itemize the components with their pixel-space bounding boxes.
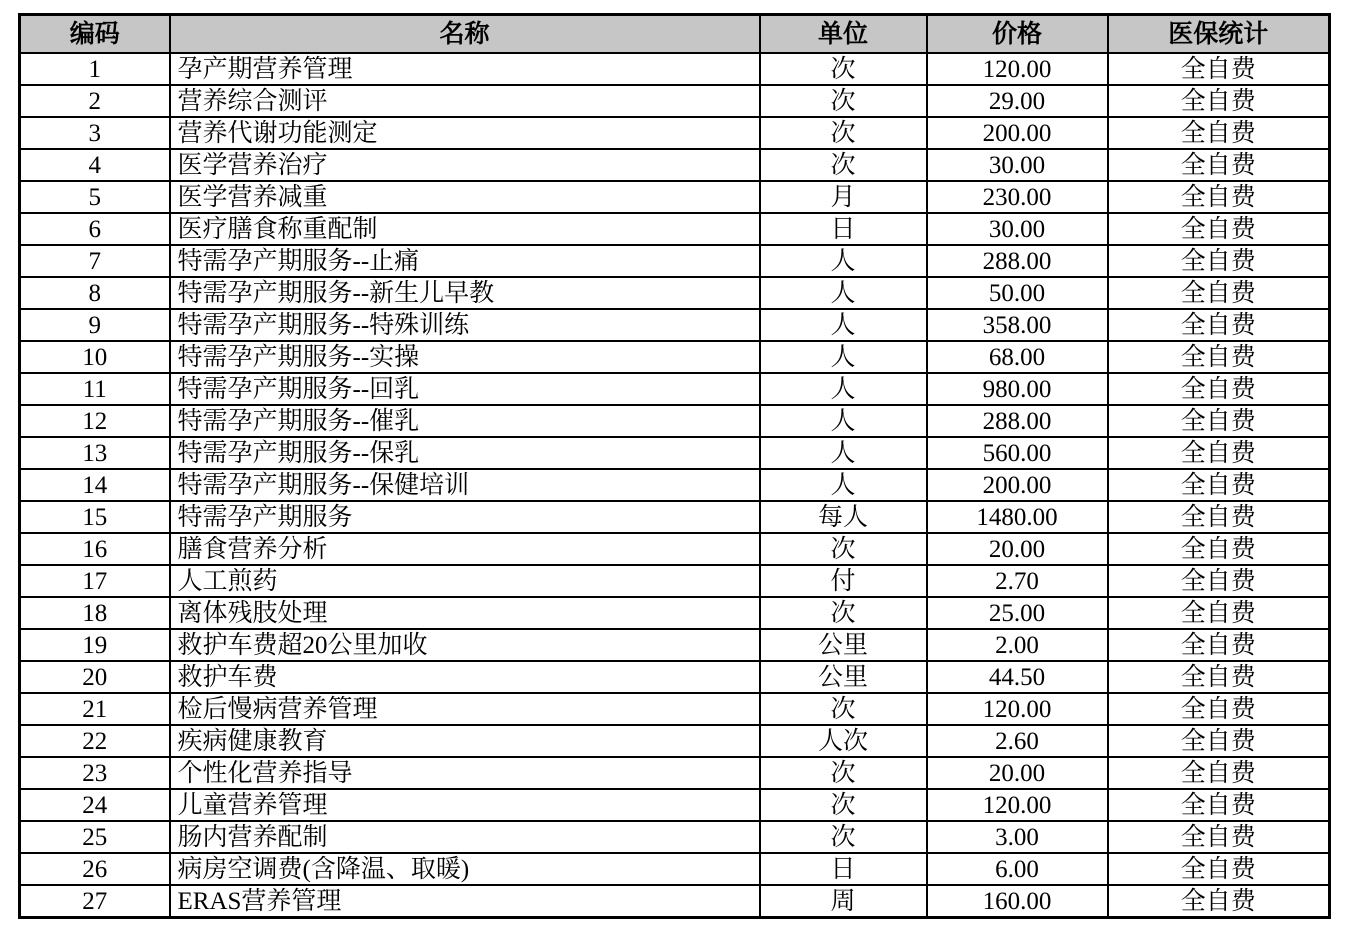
name-cell: 医疗膳食称重配制: [170, 213, 760, 245]
code-cell: 17: [20, 565, 170, 597]
table-row: [20, 821, 1330, 853]
unit-cell: 人: [760, 437, 927, 469]
insurance-cell: 全自费: [1108, 629, 1330, 661]
unit-cell: 月: [760, 181, 927, 213]
insurance-cell: 全自费: [1108, 85, 1330, 117]
code-cell: 14: [20, 469, 170, 501]
table-row: [20, 469, 1330, 501]
name-cell: 孕产期营养管理: [170, 53, 760, 85]
table-row: [20, 597, 1330, 629]
header-insurance: 医保统计: [1108, 15, 1330, 54]
header-price: 价格: [927, 15, 1108, 54]
name-cell: 救护车费超20公里加收: [170, 629, 760, 661]
code-cell: 20: [20, 661, 170, 693]
unit-cell: 人: [760, 245, 927, 277]
price-cell: 230.00: [927, 181, 1108, 213]
table-row: [20, 501, 1330, 533]
name-cell: 特需孕产期服务--催乳: [170, 405, 760, 437]
price-cell: 30.00: [927, 213, 1108, 245]
unit-cell: 每人: [760, 501, 927, 533]
unit-cell: 周: [760, 885, 927, 918]
table-row: [20, 757, 1330, 789]
code-cell: 24: [20, 789, 170, 821]
unit-cell: 公里: [760, 661, 927, 693]
unit-cell: 付: [760, 565, 927, 597]
table-header: [20, 15, 1330, 54]
table-row: [20, 53, 1330, 85]
table-row: [20, 341, 1330, 373]
code-cell: 12: [20, 405, 170, 437]
insurance-cell: 全自费: [1108, 501, 1330, 533]
name-cell: 营养代谢功能测定: [170, 117, 760, 149]
unit-cell: 次: [760, 597, 927, 629]
insurance-cell: 全自费: [1108, 373, 1330, 405]
table-row: [20, 149, 1330, 181]
name-cell: 特需孕产期服务: [170, 501, 760, 533]
unit-cell: 次: [760, 85, 927, 117]
code-cell: 6: [20, 213, 170, 245]
price-cell: 200.00: [927, 117, 1108, 149]
name-cell: 疾病健康教育: [170, 725, 760, 757]
insurance-cell: 全自费: [1108, 405, 1330, 437]
price-cell: 560.00: [927, 437, 1108, 469]
unit-cell: 次: [760, 789, 927, 821]
insurance-cell: 全自费: [1108, 309, 1330, 341]
name-cell: 营养综合测评: [170, 85, 760, 117]
unit-cell: 公里: [760, 629, 927, 661]
insurance-cell: 全自费: [1108, 693, 1330, 725]
name-cell: 膳食营养分析: [170, 533, 760, 565]
unit-cell: 日: [760, 213, 927, 245]
insurance-cell: 全自费: [1108, 757, 1330, 789]
name-cell: 个性化营养指导: [170, 757, 760, 789]
table-row: [20, 853, 1330, 885]
name-cell: 特需孕产期服务--止痛: [170, 245, 760, 277]
price-table-container: [18, 13, 1331, 919]
insurance-cell: 全自费: [1108, 853, 1330, 885]
name-cell: 特需孕产期服务--实操: [170, 341, 760, 373]
name-cell: ERAS营养管理: [170, 885, 760, 918]
header-row: [20, 15, 1330, 54]
code-cell: 18: [20, 597, 170, 629]
code-cell: 3: [20, 117, 170, 149]
table-row: [20, 85, 1330, 117]
price-cell: 20.00: [927, 757, 1108, 789]
code-cell: 16: [20, 533, 170, 565]
unit-cell: 人: [760, 469, 927, 501]
name-cell: 特需孕产期服务--保乳: [170, 437, 760, 469]
price-cell: 288.00: [927, 405, 1108, 437]
price-cell: 980.00: [927, 373, 1108, 405]
code-cell: 22: [20, 725, 170, 757]
table-row: [20, 277, 1330, 309]
code-cell: 9: [20, 309, 170, 341]
header-code: 编码: [20, 15, 170, 54]
price-cell: 120.00: [927, 693, 1108, 725]
header-name: 名称: [170, 15, 760, 54]
price-cell: 160.00: [927, 885, 1108, 918]
unit-cell: 人: [760, 309, 927, 341]
table-row: [20, 245, 1330, 277]
insurance-cell: 全自费: [1108, 53, 1330, 85]
table-row: [20, 629, 1330, 661]
price-cell: 120.00: [927, 53, 1108, 85]
code-cell: 10: [20, 341, 170, 373]
name-cell: 救护车费: [170, 661, 760, 693]
unit-cell: 日: [760, 853, 927, 885]
code-cell: 7: [20, 245, 170, 277]
price-cell: 44.50: [927, 661, 1108, 693]
unit-cell: 次: [760, 149, 927, 181]
insurance-cell: 全自费: [1108, 149, 1330, 181]
table-body: [20, 53, 1330, 918]
unit-cell: 人: [760, 277, 927, 309]
price-cell: 3.00: [927, 821, 1108, 853]
name-cell: 儿童营养管理: [170, 789, 760, 821]
header-unit: 单位: [760, 15, 927, 54]
price-cell: 20.00: [927, 533, 1108, 565]
name-cell: 病房空调费(含降温、取暖): [170, 853, 760, 885]
code-cell: 8: [20, 277, 170, 309]
insurance-cell: 全自费: [1108, 789, 1330, 821]
name-cell: 人工煎药: [170, 565, 760, 597]
price-cell: 288.00: [927, 245, 1108, 277]
price-cell: 358.00: [927, 309, 1108, 341]
table-row: [20, 437, 1330, 469]
name-cell: 医学营养治疗: [170, 149, 760, 181]
table-row: [20, 661, 1330, 693]
price-cell: 29.00: [927, 85, 1108, 117]
insurance-cell: 全自费: [1108, 437, 1330, 469]
price-cell: 2.70: [927, 565, 1108, 597]
insurance-cell: 全自费: [1108, 597, 1330, 629]
code-cell: 23: [20, 757, 170, 789]
unit-cell: 次: [760, 757, 927, 789]
name-cell: 肠内营养配制: [170, 821, 760, 853]
code-cell: 2: [20, 85, 170, 117]
code-cell: 25: [20, 821, 170, 853]
name-cell: 特需孕产期服务--特殊训练: [170, 309, 760, 341]
price-cell: 50.00: [927, 277, 1108, 309]
code-cell: 15: [20, 501, 170, 533]
price-cell: 30.00: [927, 149, 1108, 181]
unit-cell: 人: [760, 341, 927, 373]
table-row: [20, 533, 1330, 565]
name-cell: 特需孕产期服务--新生儿早教: [170, 277, 760, 309]
table-row: [20, 309, 1330, 341]
code-cell: 26: [20, 853, 170, 885]
table-row: [20, 565, 1330, 597]
unit-cell: 人次: [760, 725, 927, 757]
insurance-cell: 全自费: [1108, 565, 1330, 597]
name-cell: 检后慢病营养管理: [170, 693, 760, 725]
insurance-cell: 全自费: [1108, 885, 1330, 918]
unit-cell: 次: [760, 693, 927, 725]
unit-cell: 次: [760, 533, 927, 565]
name-cell: 特需孕产期服务--回乳: [170, 373, 760, 405]
unit-cell: 人: [760, 405, 927, 437]
insurance-cell: 全自费: [1108, 725, 1330, 757]
table-row: [20, 693, 1330, 725]
unit-cell: 次: [760, 117, 927, 149]
name-cell: 医学营养减重: [170, 181, 760, 213]
price-cell: 200.00: [927, 469, 1108, 501]
code-cell: 1: [20, 53, 170, 85]
price-table: [18, 13, 1331, 919]
table-row: [20, 213, 1330, 245]
insurance-cell: 全自费: [1108, 341, 1330, 373]
table-row: [20, 373, 1330, 405]
table-row: [20, 181, 1330, 213]
price-cell: 1480.00: [927, 501, 1108, 533]
price-cell: 6.00: [927, 853, 1108, 885]
name-cell: 特需孕产期服务--保健培训: [170, 469, 760, 501]
insurance-cell: 全自费: [1108, 533, 1330, 565]
unit-cell: 次: [760, 821, 927, 853]
name-cell: 离体残肢处理: [170, 597, 760, 629]
table-row: [20, 789, 1330, 821]
insurance-cell: 全自费: [1108, 213, 1330, 245]
code-cell: 27: [20, 885, 170, 918]
code-cell: 21: [20, 693, 170, 725]
table-row: [20, 117, 1330, 149]
unit-cell: 次: [760, 53, 927, 85]
code-cell: 4: [20, 149, 170, 181]
insurance-cell: 全自费: [1108, 181, 1330, 213]
insurance-cell: 全自费: [1108, 117, 1330, 149]
table-row: [20, 725, 1330, 757]
insurance-cell: 全自费: [1108, 821, 1330, 853]
table-row: [20, 885, 1330, 918]
unit-cell: 人: [760, 373, 927, 405]
code-cell: 13: [20, 437, 170, 469]
price-cell: 120.00: [927, 789, 1108, 821]
insurance-cell: 全自费: [1108, 469, 1330, 501]
price-cell: 2.60: [927, 725, 1108, 757]
price-cell: 2.00: [927, 629, 1108, 661]
price-cell: 68.00: [927, 341, 1108, 373]
code-cell: 19: [20, 629, 170, 661]
insurance-cell: 全自费: [1108, 661, 1330, 693]
code-cell: 11: [20, 373, 170, 405]
price-cell: 25.00: [927, 597, 1108, 629]
table-row: [20, 405, 1330, 437]
code-cell: 5: [20, 181, 170, 213]
insurance-cell: 全自费: [1108, 245, 1330, 277]
insurance-cell: 全自费: [1108, 277, 1330, 309]
